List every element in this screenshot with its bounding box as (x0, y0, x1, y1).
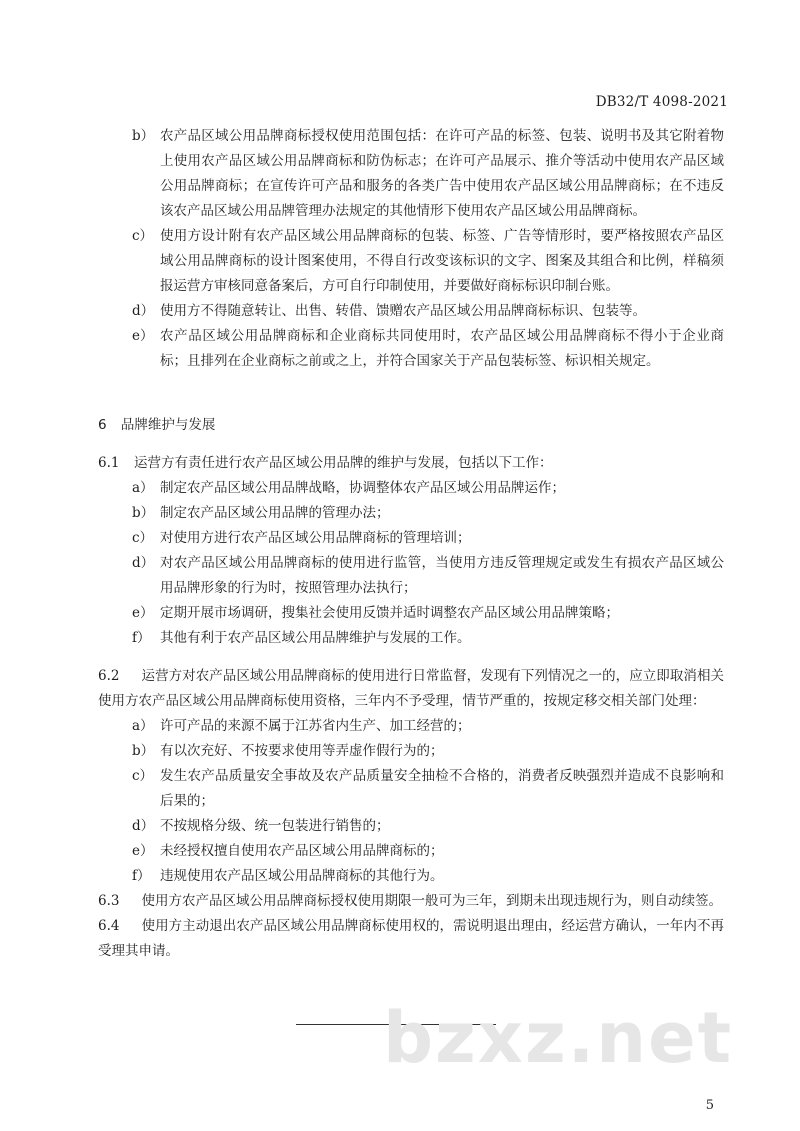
clause-number: 6.1 (98, 455, 120, 471)
item-marker: b） (132, 128, 155, 144)
item-marker: e） (132, 605, 154, 621)
item-marker: d） (132, 303, 155, 319)
page-number: 5 (705, 1098, 714, 1113)
list-item (98, 626, 724, 651)
section-5-items (98, 124, 724, 374)
svg-text:bzxz.net: bzxz.net (382, 1000, 734, 1079)
section-heading (98, 413, 215, 433)
clause-text: 使用方主动退出农产品区域公用品牌商标使用权的，需说明退出理由，经运营方确认，一年内不再受理其申请。 (98, 918, 724, 959)
document-code: DB32/T 4098-2021 (595, 94, 728, 110)
clause-6-2 (98, 664, 724, 964)
clause-text: 使用方农产品区域公用品牌商标授权使用期限一般可为三年，到期未出现违规行为，则自动续签。 (141, 893, 722, 909)
list-item (98, 739, 724, 764)
clause-number: 6.4 (98, 918, 120, 934)
item-text: 许可产品的来源不属于江苏省内生产、加工经营的； (160, 718, 471, 734)
item-text: 对农产品区域公用品牌商标的使用进行监管，当使用方违反管理规定或发生有损农产品区域公用品牌形象的行为时，按照管理办法执行； (160, 555, 724, 596)
item-text: 制定农产品区域公用品牌战略，协调整体农产品区域公用品牌运作； (160, 480, 565, 496)
list-item (98, 714, 724, 739)
list-item (98, 224, 724, 299)
list-item (98, 299, 724, 324)
clause-heading (98, 664, 724, 714)
item-marker: c） (132, 768, 154, 784)
list-item (98, 814, 724, 839)
list-item (98, 601, 724, 626)
clause-number: 6.2 (98, 668, 120, 684)
clause-number: 6.3 (98, 893, 120, 909)
watermark-logo (378, 1000, 738, 1080)
item-text: 其他有利于农产品区域公用品牌维护与发展的工作。 (160, 630, 471, 646)
list-item (98, 124, 724, 224)
list-item (98, 324, 724, 374)
list-item (98, 764, 724, 814)
item-text: 不按规格分级、统一包装进行销售的； (160, 818, 390, 834)
item-marker: e） (132, 328, 154, 344)
clause-6-4 (98, 914, 724, 964)
clause-text: 运营方对农产品区域公用品牌商标的使用进行日常监督，发现有下列情况之一的，应立即取消相关使用方农产品区域公用品牌商标使用资格，三年内不予受理，情节严重的，按规定移交相关部门处理： (98, 668, 724, 709)
list-item (98, 551, 724, 601)
item-text: 发生农产品质量安全事故及农产品质量安全抽检不合格的，消费者反映强烈并造成不良影响和后果的； (160, 768, 724, 809)
item-marker: a） (132, 480, 154, 496)
clause-6-1 (98, 451, 724, 651)
item-text: 违规使用农产品区域公用品牌商标的其他行为。 (160, 868, 444, 884)
item-text: 有以次充好、不按要求使用等弄虚作假行为的； (160, 743, 444, 759)
clause-6-3 (98, 889, 724, 914)
list-item (98, 501, 724, 526)
item-text: 使用方不得随意转让、出售、转借、馈赠农产品区域公用品牌商标标识、包装等。 (160, 303, 646, 319)
item-marker: e） (132, 843, 154, 859)
item-marker: a） (132, 718, 154, 734)
list-item (98, 476, 724, 501)
list-item (98, 864, 724, 889)
item-text: 农产品区域公用品牌商标和企业商标共同使用时，农产品区域公用品牌商标不得小于企业商标；且排列在企业商标之前或之上，并符合国家关于产品包装标签、标识相关规定。 (160, 328, 724, 369)
item-text: 农产品区域公用品牌商标授权使用范围包括：在许可产品的标签、包装、说明书及其它附着物上使用农产品区域公用品牌商标和防伪标志；在许可产品展示、推介等活动中使用农产品区域公用品牌商标；在宣传许可产品和服务的各类广告中使用农产品区域公用品牌商标；在不违反该农产品区域公用品牌管理办法规定的其他情形下使用农产品区域公用品牌商标。 (160, 128, 724, 219)
item-marker: d） (132, 555, 155, 571)
item-marker: b） (132, 743, 155, 759)
item-marker: b） (132, 505, 155, 521)
item-text: 使用方设计附有农产品区域公用品牌商标的包装、标签、广告等情形时，要严格按照农产品区域公用品牌商标的设计图案使用，不得自行改变该标识的文字、图案及其组合和比例，样稿须报运营方审核同意备案后，方可自行印制使用，并要做好商标标识印制台账。 (160, 228, 724, 294)
watermark (378, 1000, 738, 1080)
item-marker: c） (132, 530, 154, 546)
item-marker: c） (132, 228, 154, 244)
item-text: 对使用方进行农产品区域公用品牌商标的管理培训； (160, 530, 471, 546)
list-item (98, 839, 724, 864)
item-text: 定期开展市场调研，搜集社会使用反馈并适时调整农产品区域公用品牌策略； (160, 605, 619, 621)
section-number: 6 (98, 417, 107, 433)
section-title: 品牌维护与发展 (120, 417, 216, 433)
clause-heading (98, 451, 724, 476)
item-text: 制定农产品区域公用品牌的管理办法； (160, 505, 390, 521)
item-marker: f） (132, 630, 151, 646)
clause-text: 运营方有责任进行农产品区域公用品牌的维护与发展，包括以下工作： (134, 455, 553, 471)
item-marker: f） (132, 868, 151, 884)
item-marker: d） (132, 818, 155, 834)
item-text: 未经授权擅自使用农产品区域公用品牌商标的； (160, 843, 444, 859)
list-item (98, 526, 724, 551)
